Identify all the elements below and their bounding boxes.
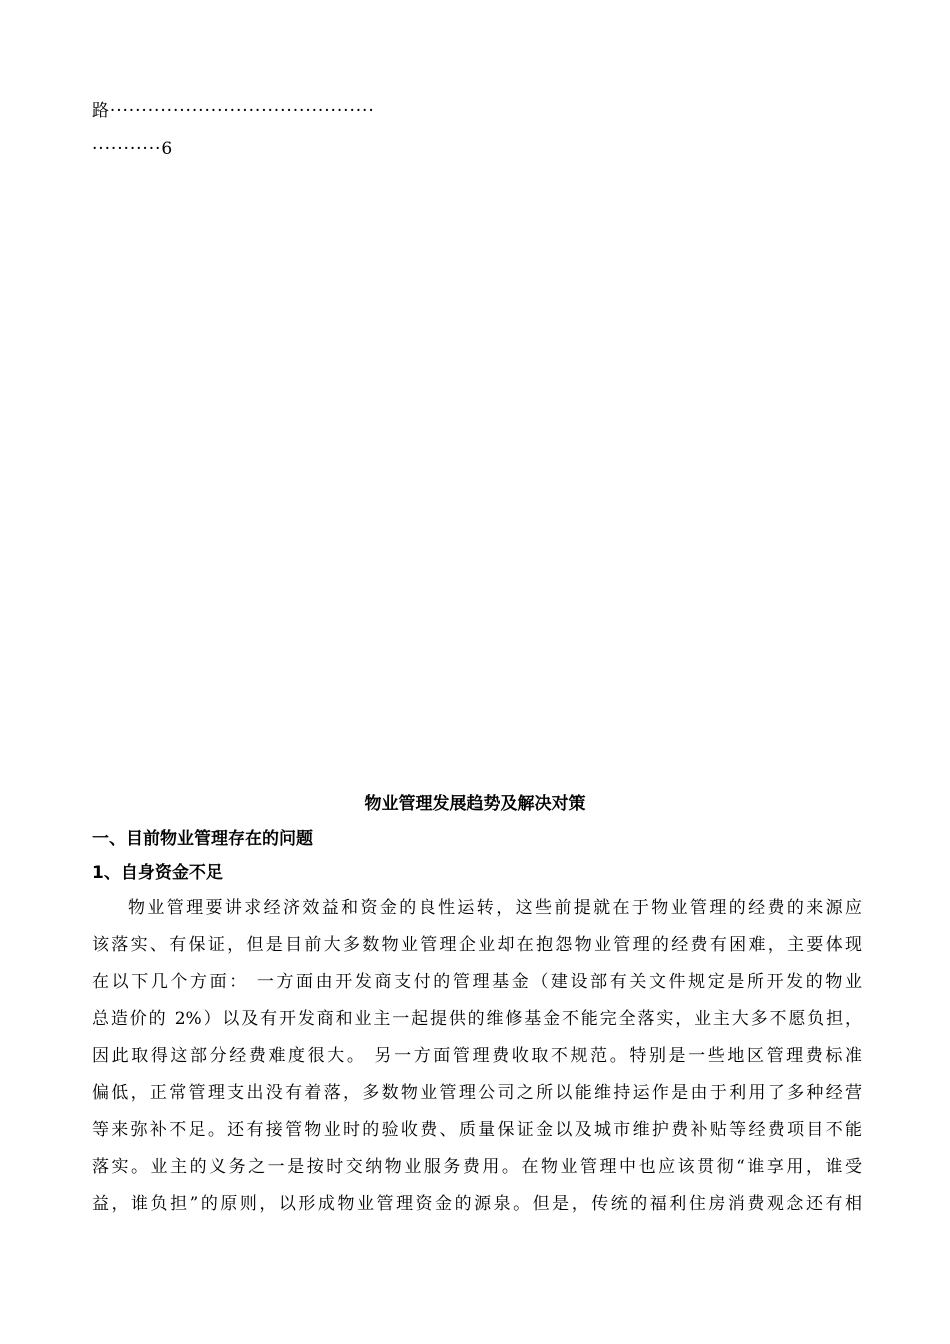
paragraph-line: 益，谁负担”的原则，以形成物业管理资金的源泉。但是，传统的福利住房消费观念还有相	[92, 1194, 862, 1214]
paragraph-line: 在以下几个方面： 一方面由开发商支付的管理基金（建设部有关文件规定是所开发的物业	[92, 972, 862, 992]
subsection-heading: 1、自身资金不足	[92, 863, 223, 883]
paragraph-line: 物业管理要讲求经济效益和资金的良性运转，这些前提就在于物业管理的经费的来源应	[128, 898, 862, 918]
toc-entry-page-line: ···········6	[92, 139, 174, 159]
paragraph-line: 该落实、有保证，但是目前大多数物业管理企业却在抱怨物业管理的经费有困难，主要体现	[92, 935, 862, 955]
document-title: 物业管理发展趋势及解决对策	[364, 794, 586, 814]
paragraph-line: 落实。业主的义务之一是按时交纳物业服务费用。在物业管理中也应该贯彻“谁享用，谁受	[92, 1157, 862, 1177]
paragraph-line: 偏低，正常管理支出没有着落，多数物业管理公司之所以能维持运作是由于利用了多种经营	[92, 1083, 862, 1103]
paragraph-line: 因此取得这部分经费难度很大。 另一方面管理费收取不规范。特别是一些地区管理费标准	[92, 1046, 862, 1066]
section-heading: 一、目前物业管理存在的问题	[92, 829, 313, 849]
paragraph-line: 总造价的 2%）以及有开发商和业主一起提供的维修基金不能完全落实，业主大多不愿负担，	[92, 1009, 862, 1029]
paragraph-line: 等来弥补不足。还有接管物业时的验收费、质量保证金以及城市维护费补贴等经费项目不能	[92, 1120, 862, 1140]
toc-entry-line: 路··········································	[92, 101, 375, 121]
